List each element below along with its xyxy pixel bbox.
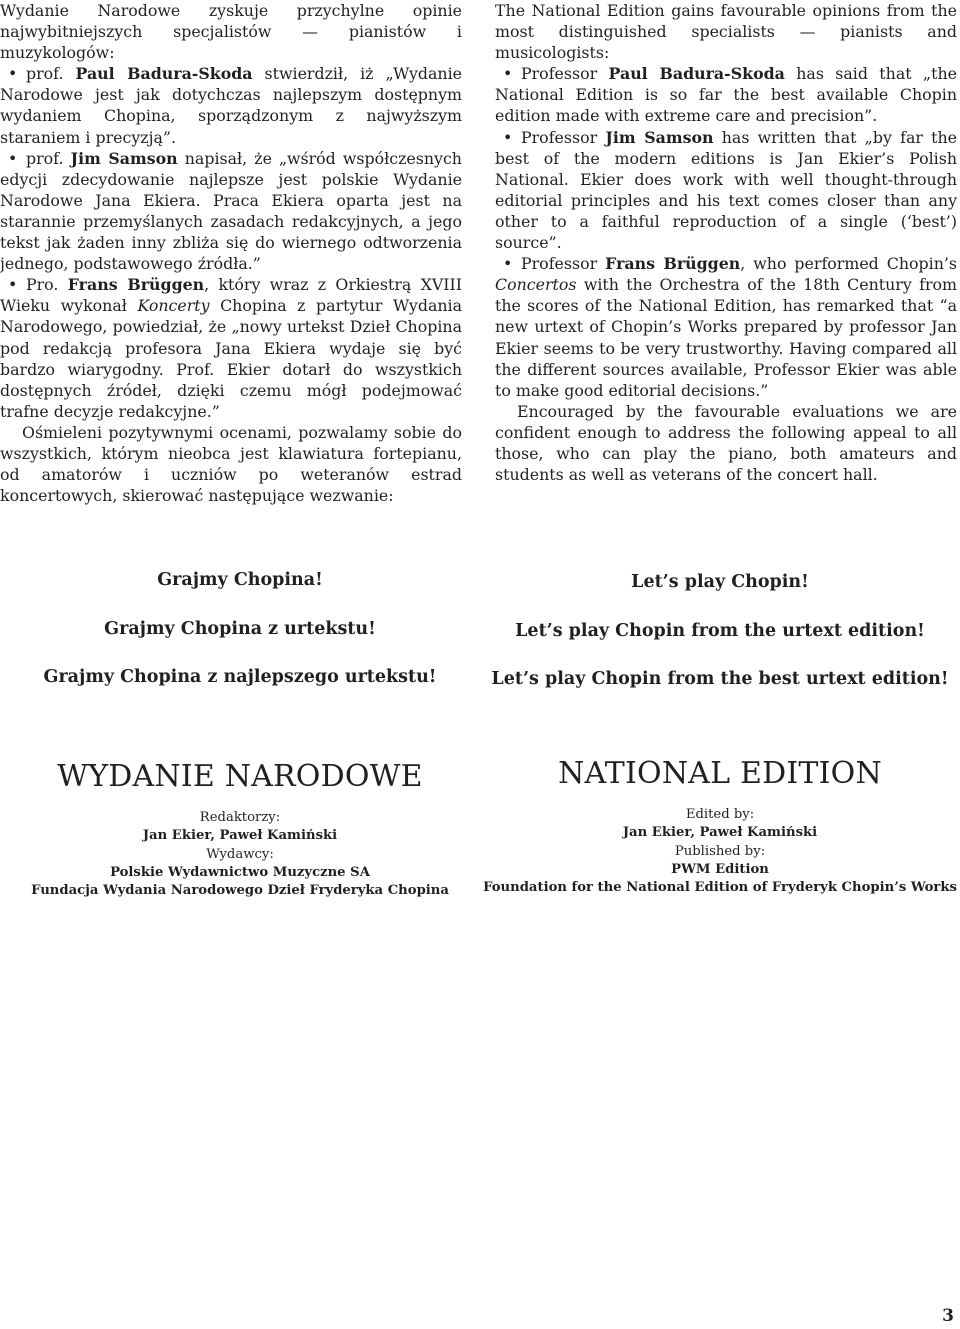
slogan-pl-3: Grajmy Chopina z najlepszego urtekstu! xyxy=(43,667,437,687)
polish-slogans xyxy=(0,568,480,714)
english-intro: The National Edition gains favourable opinions from the most distinguished specialists — pianists and musicologists: xyxy=(495,1,957,63)
english-opinion-badura-skoda: • Professor Paul Badura-Skoda has said that „the National Edition is so far the best available Chopin edition made with extreme care and precision”. xyxy=(495,64,957,126)
publisher1-en: PWM Edition xyxy=(671,861,769,877)
edition-title-pl: WYDANIE NARODOWE xyxy=(57,759,423,794)
slogan-pl-1: Grajmy Chopina! xyxy=(157,570,323,590)
english-closing: Encouraged by the favourable evaluations we are confident enough to address the following appeal to all those, who can play the piano, both amateurs and students as well as veterans of the concert hall. xyxy=(495,401,957,485)
slogan-en-3: Let’s play Chopin from the best urtext edition! xyxy=(491,669,949,689)
polish-opinion-bruggen: • Pro. Frans Brüggen, który wraz z Orkiestrą XVIII Wieku wykonał Koncerty Chopina z partytur Wydania Narodowego, powiedział, że „nowy urtekst Dzieł Chopina pod redakcją profesora Jana Ekiera wydaje się być bardzo wiarygodny. Prof. Ekier dotarł do wszystkich dostępnych źródeł, dzięki czemu mógł podejmować trafne decyzje redakcyjne.” xyxy=(0,275,463,421)
polish-column xyxy=(0,0,462,506)
slogan-pl-2: Grajmy Chopina z urtekstu! xyxy=(104,618,376,639)
publisher2-en: Foundation for the National Edition of Fryderyk Chopin’s Works xyxy=(483,880,957,896)
polish-intro: Wydanie Narodowe zyskuje przychylne opinie najwybitniejszych specjalistów — pianistów i muzykologów: xyxy=(0,1,462,63)
english-opinion-samson: • Professor Jim Samson has written that „by far the best of the modern editions is Jan Ekier’s Polish National. Ekier does work with well thought-through editorial principles and his text comes closer than any other to a faithful reproduction of a single (‘best’) source”. xyxy=(495,127,957,253)
publishers-label-en: Published by: xyxy=(674,843,766,859)
english-opinion-bruggen: • Professor Frans Brüggen, who performed Chopin’s Concertos with the Orchestra of the 18th Century from the scores of the National Edition, has remarked that “a new urtext of Chopin’s Works prepared by professor Jan Ekier seems to be very trustworthy. Having compared all the different sources available, Professor Ekier was able to make good editorial decisions.” xyxy=(495,254,958,400)
publishers-label-pl: Wydawcy: xyxy=(206,846,274,862)
polish-closing: Ośmieleni pozytywnymi ocenami, pozwalamy sobie do wszystkich, którym nieobca jest klawiatura fortepianu, od amatorów i uczniów po weteranów estrad koncertowych, skierować następujące wezwanie: xyxy=(0,422,462,506)
editors-en: Jan Ekier, Paweł Kamiński xyxy=(622,825,818,841)
editors-pl: Jan Ekier, Paweł Kamiński xyxy=(142,828,338,844)
name-badura-skoda: Paul Badura-Skoda xyxy=(608,64,785,84)
polish-edition-credits xyxy=(0,757,480,900)
polish-opinion-badura-skoda: • prof. Paul Badura-Skoda stwierdził, iż „Wydanie Narodowe jest jak dotychczas najlepszym dostępnym wydaniem Chopina, sporządzonym z najwyższym staraniem i precyzją”. xyxy=(0,64,462,147)
name-samson: Jim Samson xyxy=(605,127,714,147)
name-bruggen: Frans Brüggen xyxy=(605,254,741,274)
page-number: 3 xyxy=(942,1306,954,1326)
publisher1-pl: Polskie Wydawnictwo Muzyczne SA xyxy=(110,864,370,880)
name-badura-skoda: Paul Badura-Skoda xyxy=(75,64,253,84)
polish-opinion-samson: • prof. Jim Samson napisał, że „wśród współczesnych edycji zdecydowanie najlepsze jest polskie Wydanie Narodowe Jana Ekiera. Praca Ekiera oparta jest na starannie przemyślanych zasadach redakcyjnych, a jego tekst jak żaden inny zbliża się do wiernego odtworzenia jednego, podstawowego źródła.” xyxy=(0,148,462,274)
slogan-en-2: Let’s play Chopin from the urtext edition! xyxy=(515,620,925,641)
editors-label-pl: Redaktorzy: xyxy=(199,810,281,825)
editors-label-en: Edited by: xyxy=(685,807,755,822)
edition-title-en: NATIONAL EDITION xyxy=(558,756,882,791)
english-edition-credits xyxy=(480,754,960,897)
name-samson: Jim Samson xyxy=(70,148,178,168)
publisher2-pl: Fundacja Wydania Narodowego Dzieł Fryderyka Chopina xyxy=(31,883,449,899)
english-column xyxy=(495,0,957,485)
slogan-en-1: Let’s play Chopin! xyxy=(631,572,809,592)
english-slogans xyxy=(480,570,960,716)
name-bruggen: Frans Brüggen xyxy=(67,275,205,295)
